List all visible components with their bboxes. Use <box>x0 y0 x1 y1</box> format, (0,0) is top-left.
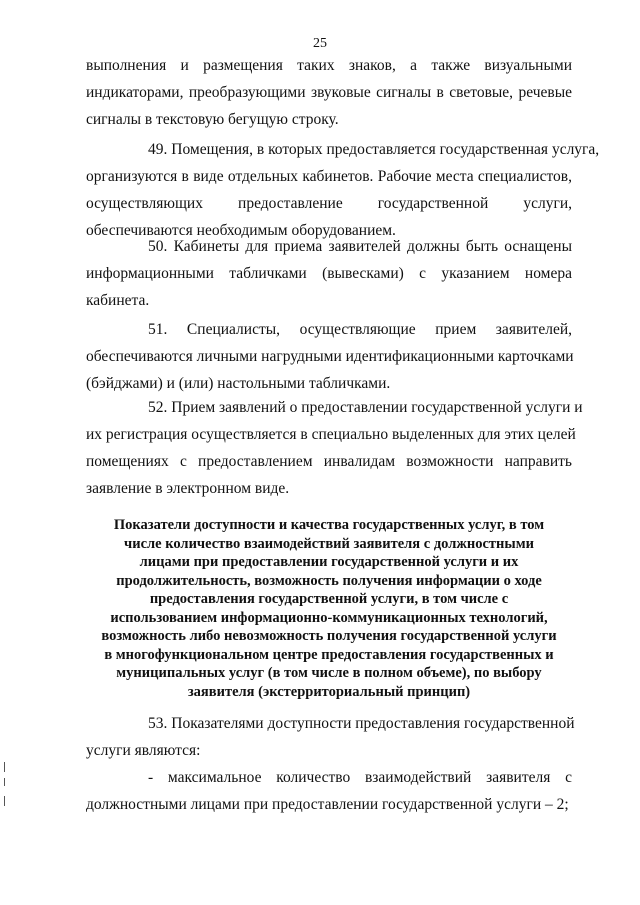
page-number: 25 <box>313 36 327 51</box>
heading-line: в многофункциональном центре предоставления государственных и <box>104 646 554 663</box>
scan-margin-mark <box>4 778 5 786</box>
paragraph-52 <box>86 394 583 502</box>
paragraph-53 <box>86 710 575 764</box>
text-line: услуги являются: <box>86 742 201 759</box>
text-line: выполнения и размещения таких знаков, а также визуальными <box>86 57 572 74</box>
text-line: 51. Специалисты, осуществляющие прием заявителей, <box>148 321 572 338</box>
text-line: 53. Показателями доступности предоставления государственной <box>148 715 575 732</box>
scan-margin-mark <box>4 762 5 772</box>
text-line: сигналы в текстовую бегущую строку. <box>86 111 339 128</box>
heading-line: продолжительность, возможность получения информации о ходе <box>116 572 542 589</box>
heading-line: лицами при предоставлении государственной услуги и их <box>139 554 519 570</box>
text-line: кабинета. <box>86 292 150 309</box>
text-line: помещениях с предоставлением инвалидам возможности направить <box>86 453 572 470</box>
heading-line: предоставления государственной услуги, в том числе с <box>149 591 509 607</box>
heading-line: использованием информационно-коммуникационных технологий, <box>110 609 548 626</box>
text-line: 52. Прием заявлений о предоставлении государственной услуги и <box>148 399 583 416</box>
text-line: организуются в виде отдельных кабинетов. Рабочие места специалистов, <box>86 168 572 185</box>
heading-line: возможность либо невозможность получения государственной услуги <box>101 628 557 644</box>
paragraph-continuation <box>86 52 572 133</box>
text-line: индикаторами, преобразующими звуковые сигналы в световые, речевые <box>86 84 572 101</box>
text-line: должностными лицами при предоставлении государственной услуги – 2; <box>86 796 569 813</box>
heading-line: Показатели доступности и качества государственных услуг, в том <box>113 517 545 533</box>
paragraph-50 <box>86 233 572 314</box>
text-line: (бэйджами) и (или) настольными табличками. <box>86 375 391 392</box>
heading-line: муниципальных услуг (в том числе в полном объеме), по выбору <box>116 665 542 681</box>
heading-line: заявителя (экстерриториальный принцип) <box>187 683 471 700</box>
heading-line: числе количество взаимодействий заявителя с должностными <box>124 535 534 552</box>
text-line: - максимальное количество взаимодействий заявителя с <box>148 769 572 786</box>
paragraph-51 <box>86 316 572 397</box>
text-line: 49. Помещения, в которых предоставляется государственная услуга, <box>148 141 600 158</box>
scan-margin-mark <box>4 796 5 806</box>
text-line: осуществляющих предоставление государственной услуги, <box>86 195 572 212</box>
text-line: 50. Кабинеты для приема заявителей должны быть оснащены <box>148 238 572 255</box>
text-line: информационными табличками (вывесками) с указанием номера <box>86 265 572 282</box>
paragraph-49 <box>86 136 600 244</box>
text-line: их регистрация осуществляется в специально выделенных для этих целей <box>86 426 576 443</box>
list-item <box>86 764 572 818</box>
text-line: обеспечиваются личными нагрудными идентификационными карточками <box>86 348 574 365</box>
text-line: заявление в электронном виде. <box>86 480 290 497</box>
text-line: обеспечиваются необходимым оборудованием. <box>86 222 396 239</box>
section-heading <box>86 516 572 701</box>
